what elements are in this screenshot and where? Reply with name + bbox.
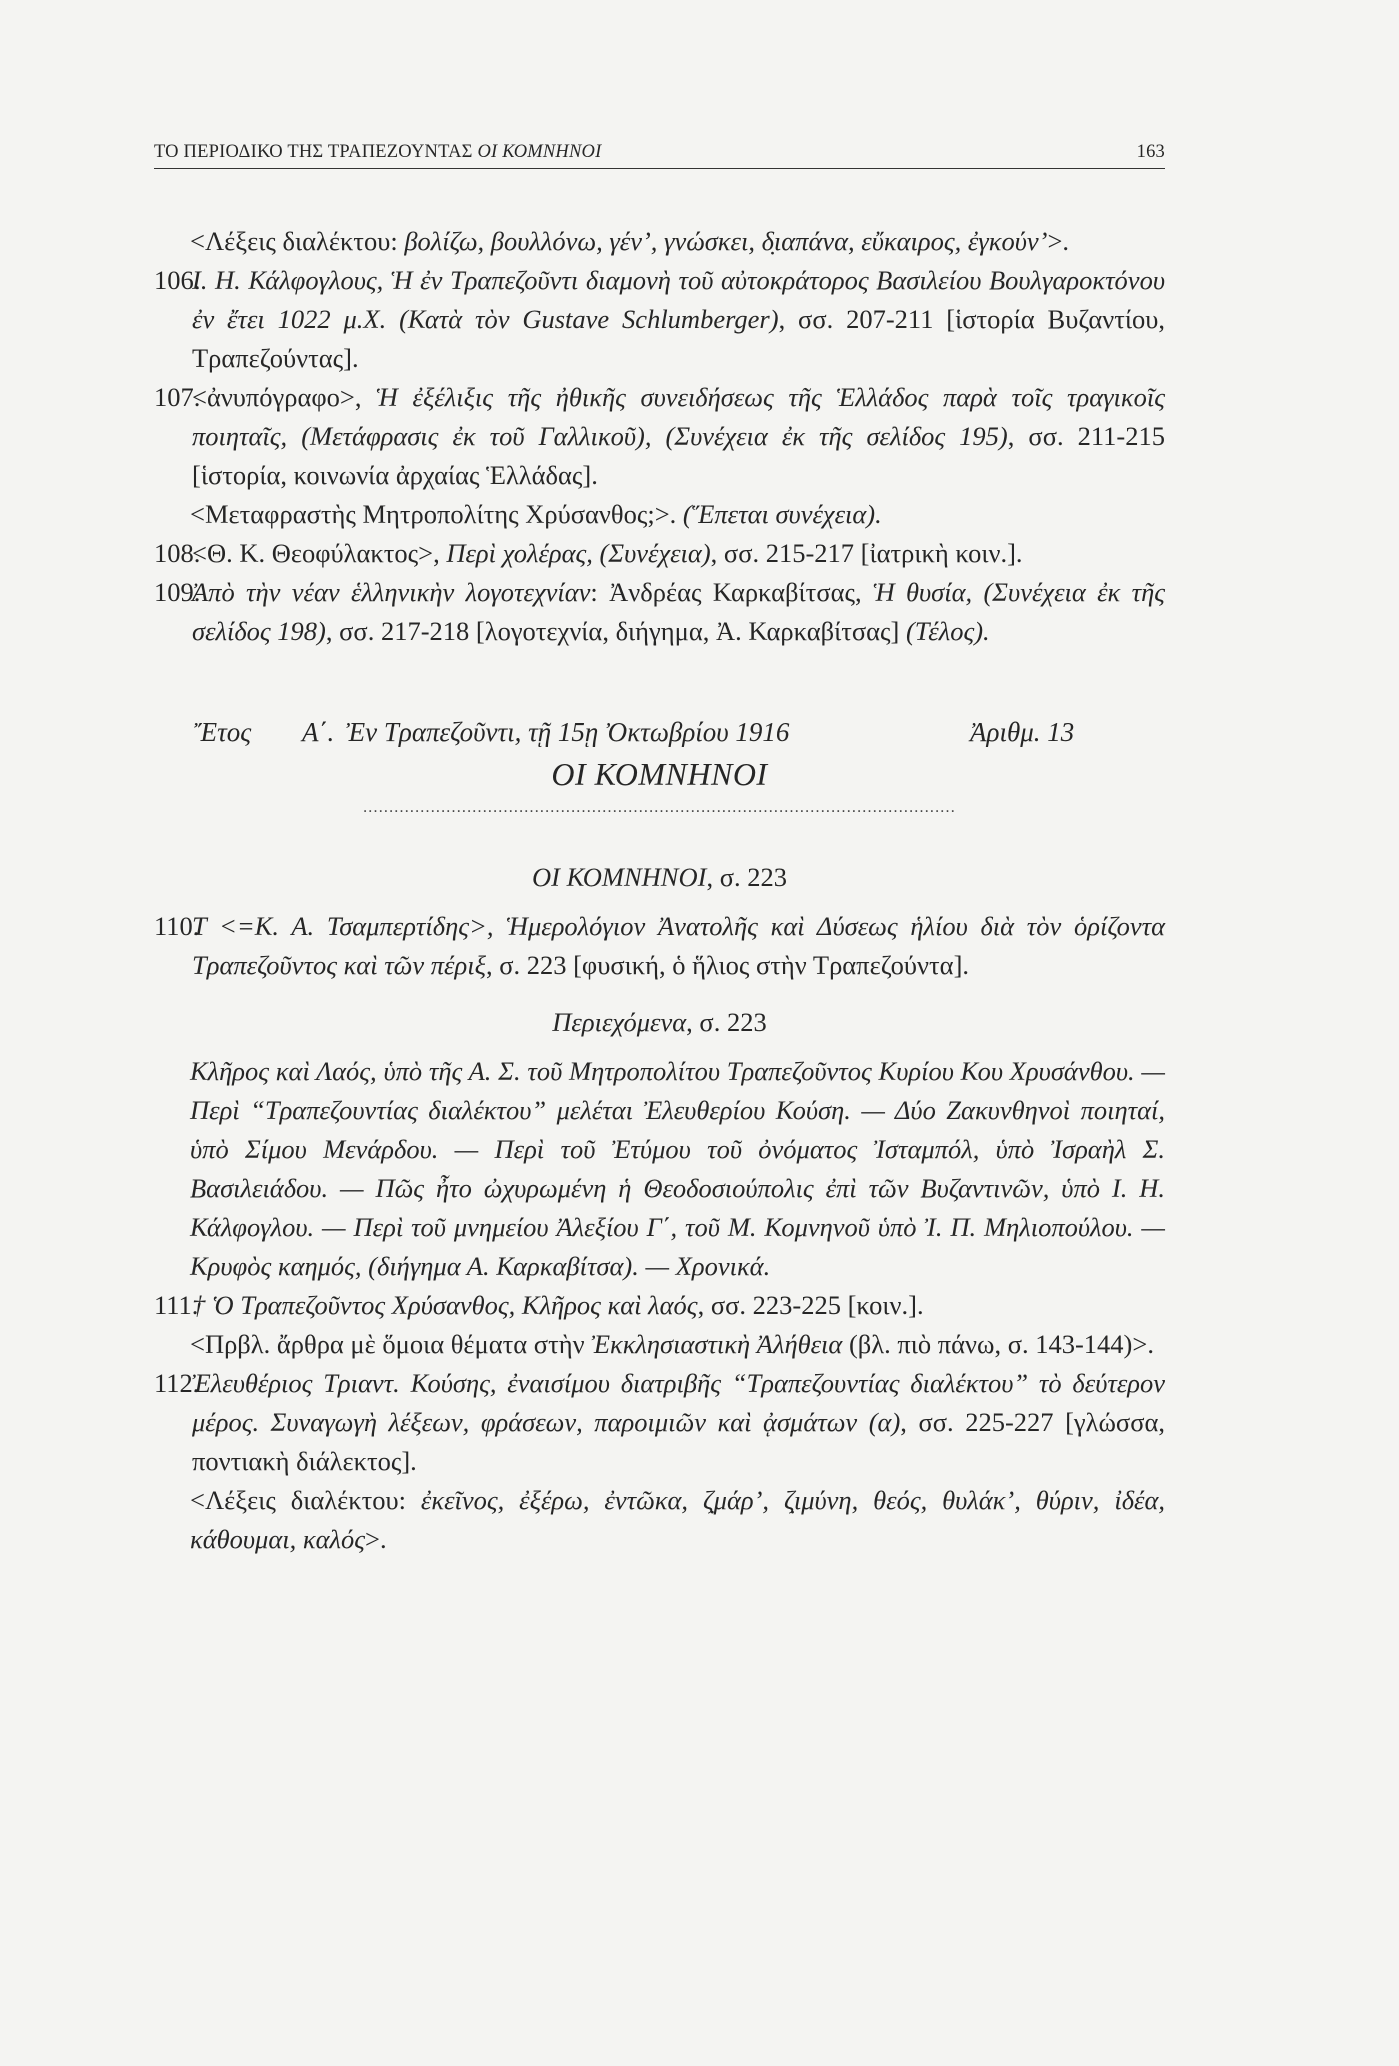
contents-heading (154, 1003, 1165, 1042)
contents-heading-page: , σ. 223 (686, 1007, 767, 1037)
entry-author: : Ἀνδρέας Καρκαβίτσας, (590, 577, 873, 607)
entry-pages: , σσ. 217-218 [λογοτεχνία, διήγημα, Ἀ. Καρκαβίτσας] (325, 616, 906, 646)
entry-109 (154, 573, 1165, 651)
issue-subtitle-page: , σ. 223 (706, 862, 787, 892)
entry-pages: , σσ. 207-211 [ἱστορία Βυζαντίου, Τραπεζούντας]. (192, 304, 1165, 373)
entry-text (192, 907, 1165, 985)
entry-title: Ἡ θυσία, (Συνέχεια ἐκ τῆς σελίδος 198) (192, 577, 1165, 646)
entry-title: Ἡ ἐξέλιξις τῆς ἠθικῆς συνειδήσεως τῆς Ἑλλάδος παρὰ τοῖς τραγικοῖς ποιηταῖς, (Μετάφρασις ἐκ τοῦ Γαλλικοῦ), (Συνέχεια ἐκ τῆς σελίδος 195) (192, 382, 1165, 451)
running-head-journal: ΟΙ ΚΟΜΝΗΝΟΙ (477, 142, 602, 162)
entry-author: Τ <=Κ. Α. Τσαμπερτίδης>, (192, 911, 507, 941)
entry-text (192, 378, 1165, 495)
entry-pages: , σσ. 225-227 [γλώσσα, ποντιακὴ διάλεκτος]. (192, 1407, 1165, 1476)
entry-number: 108. (154, 538, 201, 568)
issue-subtitle-title: ΟΙ ΚΟΜΝΗΝΟΙ (531, 862, 707, 892)
contents-text (154, 1052, 1165, 1286)
entry-106 (154, 261, 1165, 378)
lexeis-label: <Λέξεις διαλέκτου: (190, 1485, 421, 1515)
entry-author: † Ὁ Τραπεζοῦντος Χρύσανθος, (192, 1290, 522, 1320)
running-head-title: ΤΟ ΠΕΡΙΟΔΙΚΟ ΤΗΣ ΤΡΑΠΕΖΟΥΝΤΑΣ (154, 142, 473, 162)
continued-note: (Ἕπεται συνέχεια). (682, 499, 882, 529)
lexeis-label: <Λέξεις διαλέκτου: (190, 226, 405, 256)
translator-note: <Μεταφραστὴς Μητροπολίτης Χρύσανθος;>. (190, 499, 683, 529)
note-journal: Ἐκκλησιαστικὴ Ἀλήθεια (591, 1329, 843, 1359)
contents-list: Κλῆρος καὶ Λαός, ὑπὸ τῆς Α. Σ. τοῦ Μητροπολίτου Τραπεζοῦντος Κυρίου Κου Χρυσάνθου. — Περὶ “Τραπεζουντίας διαλέκτου” μελέται Ἐλευθερίου Κούση. — Δύο Ζακυνθηνοὶ ποιηταί, ὑπὸ Σίμου Μενάρδου. — Περὶ τοῦ Ἐτύμου τοῦ ὀνόματος Ἰσταμπόλ, ὑπὸ Ἰσραὴλ Σ. Βασιλειάδου. — Πῶς ἦτο ὠχυρωμένη ἡ Θεοδοσιούπολις ἐπὶ τῶν Βυζαντινῶν, ὑπὸ Ι. Η. Κάλφογλου. — Περὶ τοῦ μνημείου Ἀλεξίου Γ΄, τοῦ Μ. Κομνηνοῦ ὑπὸ Ἰ. Π. Μηλιοπούλου. — Κρυφὸς καημός, (διήγημα Α. Καρκαβίτσα). — Χρονικά. (190, 1056, 1165, 1281)
entry-number: 111. (154, 1290, 199, 1320)
entry-number: 109. (154, 577, 201, 607)
issue-line (154, 713, 1165, 753)
entry-title: Περὶ χολέρας, (Συνέχεια) (446, 538, 711, 568)
page-body (154, 222, 1165, 1559)
page-number: 163 (1136, 142, 1165, 162)
entry-text (192, 573, 1165, 651)
entry-title: Κλῆρος καὶ λαός (521, 1290, 698, 1320)
entry-author: <ἀνυπόγραφο>, (192, 382, 377, 412)
entry-pages: , σ. 223 [φυσική, ὁ ἥλιος στὴν Τραπεζούντα]. (485, 950, 970, 980)
entry-number: 106. (154, 265, 201, 295)
entry-107 (154, 378, 1165, 495)
entry-108 (154, 534, 1165, 573)
entry-number: 112. (154, 1368, 200, 1398)
entry-107-note (154, 495, 1165, 534)
entry-pages: , σσ. 223-225 [κοιν.]. (697, 1290, 924, 1320)
entry-pages: , σσ. 215-217 [ἰατρικὴ κοιν.]. (710, 538, 1023, 568)
intro-lexeis-note (154, 222, 1165, 261)
entry-111-note (154, 1325, 1165, 1364)
entry-author: <Θ. Κ. Θεοφύλακτος>, (192, 538, 447, 568)
entry-number: 107. (154, 382, 201, 412)
issue-place-date: Ἐν Τραπεζοῦντι, τῇ 15ῃ Ὀκτωβρίου 1916 (346, 717, 790, 747)
entry-section: Ἀπὸ τὴν νέαν ἑλληνικὴν λογοτεχνίαν (192, 577, 591, 607)
journal-title: ΟΙ ΚΟΜΝΗΝΟΙ (551, 756, 768, 792)
contents-heading-title: Περιεχόμενα (552, 1007, 687, 1037)
lexeis-list: ἐκεῖνος, ἐξέρω, ἐντῶκα, ζ̣μάρ’, ζ̣ιμύνη, θεός, θυλάκ’, θύριν, ἰδέα, κάθουμαι, καλός (190, 1485, 1165, 1554)
issue-year-letter: Α΄. (302, 717, 335, 747)
entry-text (192, 261, 1165, 378)
entry-112 (154, 1364, 1165, 1481)
lexeis-end: >. (365, 1524, 387, 1554)
entry-title: ἐναισίμου διατριβῆς “Τραπεζουντίας διαλέκτου” τὸ δεύτερον μέρος. Συναγωγὴ λέξεων, φράσεων, παροιμιῶν καὶ ᾀσμάτων (α) (192, 1368, 1166, 1437)
entry-text (192, 1286, 1165, 1325)
note-text-end: (βλ. πιὸ πάνω, σ. 143-144)>. (842, 1329, 1154, 1359)
issue-number: Ἀριθμ. 13 (970, 717, 1075, 747)
entry-pages: , σσ. 211-215 [ἱστορία, κοινωνία ἀρχαίας Ἑλλάδας]. (192, 421, 1165, 490)
entry-author: Ἐλευθέριος Τριαντ. Κούσης, (192, 1368, 508, 1398)
entry-title: Ἡμερολόγιον Ἀνατολῆς καὶ Δύσεως ἡλίου διὰ τὸν ὁρίζοντα Τραπεζοῦντος καὶ τῶν πέριξ (192, 911, 1165, 980)
entry-111 (154, 1286, 1165, 1325)
dotted-rule: .................................................................................................................. (363, 799, 956, 816)
entry-text (192, 1364, 1165, 1481)
entry-number: 110. (154, 911, 200, 941)
note-text: <Πρβλ. ἄρθρα μὲ ὅμοια θέματα στὴν (190, 1329, 592, 1359)
entry-title: Ἡ ἐν Τραπεζοῦντι διαμονὴ τοῦ αὐτοκράτορος Βασιλείου Βουλγαροκτόνου ἐν ἔτει 1022 μ.Χ. (Κατὰ τὸν Gustave Schlumberger) (192, 265, 1165, 334)
entry-text (192, 534, 1165, 573)
entry-112-lexeis-note (154, 1481, 1165, 1559)
lexeis-list: βολίζω, βουλλόνω, γέν’, γνώσκει, δ̣ιαπάνα, εὔκαιρος, ἐγκούν’ (404, 226, 1048, 256)
running-head (154, 142, 1165, 169)
issue-subtitle (154, 858, 1165, 897)
lexeis-end: >. (1047, 226, 1070, 256)
entry-author: Ι. Η. Κάλφογλους, (192, 265, 391, 295)
entry-110 (154, 907, 1165, 985)
issue-year: Ἔτος (194, 717, 252, 747)
end-note: (Τέλος). (905, 616, 990, 646)
